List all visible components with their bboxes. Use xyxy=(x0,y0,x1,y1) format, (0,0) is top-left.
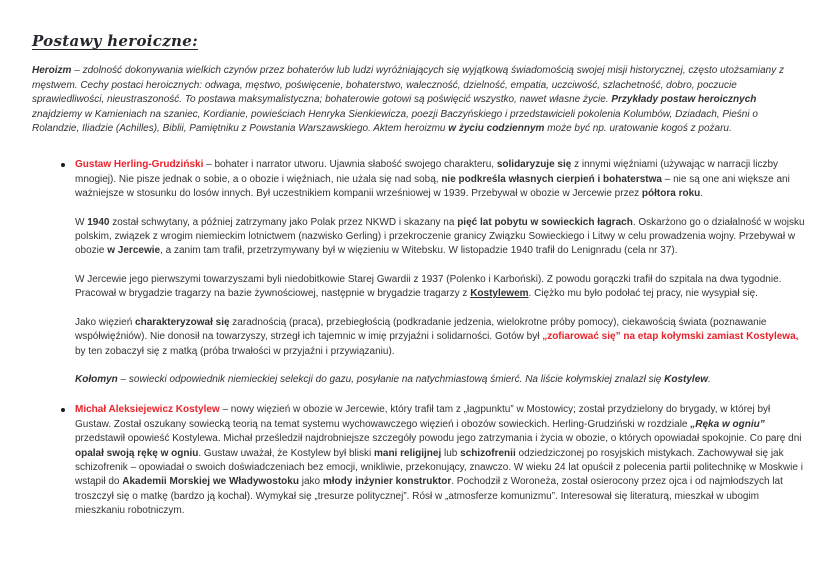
text-segment: młody inżynier konstruktor xyxy=(322,476,452,488)
text-segment: Gustaw Herling-Grudziński xyxy=(75,159,204,171)
text-segment: . Oskarżono go o działalność w wojsku polskim, związek z wrogim niemieckim lotnictwem (nazwisko Gerling) i przekroczenie granicy Związku Sowieckiego i Litwy w celu prowadzenia wojny. Przebywał w obozie xyxy=(75,216,805,257)
text-segment: został schwytany, a później zatrzymany jako Polak przez NKWD i skazany na xyxy=(109,216,458,228)
text-segment: Kostylewem xyxy=(470,288,529,300)
bullet-item-kostylew xyxy=(32,403,806,518)
text-segment: – sowiecki odpowiednik niemieckiej selekcji do gazu, posyłanie na natychmiastową śmierć. Na liście kołymskiej znalazł się xyxy=(117,373,665,385)
text-segment: – bohater i narrator utworu. Ujawnia słabość swojego charakteru, xyxy=(203,159,497,171)
text-segment: w Jercewie xyxy=(107,245,161,257)
text-segment: zaradnością (praca), przebiegłością (podkradanie jedzenia, wielokrotne próby pomocy), ciekawością świata (poznawanie współwięźniów). Nie donosił na towarzyszy, strzegł ich tajemnic w imię przyjaźni i solidarności. Gotów był xyxy=(75,316,767,343)
text-segment: W Jercewie jego pierwszymi towarzyszami byli niedobitkowie Starej Gwardii z 1937 (Polenko i Karboński). Z powodu gorączki trafił do szpitala na dwa tygodnie. Pracował w brygadzie tragarzy na bazie żywnościowej, następnie w brygadzie tragarzy z xyxy=(75,273,782,300)
intro-paragraph xyxy=(32,64,806,136)
paragraph-herling-wiezien xyxy=(75,316,806,359)
text-segment: mani religijnej xyxy=(374,447,442,459)
text-segment: lub xyxy=(441,447,461,459)
bullet-item-herling-grudzinski xyxy=(32,158,806,387)
text-segment: Przykłady postaw heroicznych xyxy=(611,94,757,106)
paragraph-kolomyn xyxy=(75,373,806,387)
text-segment: opalał swoją rękę w ogniu xyxy=(75,447,199,459)
text-segment: w życiu codziennym xyxy=(448,123,545,135)
bullet-icon xyxy=(61,408,65,412)
text-segment: . xyxy=(700,188,704,200)
text-segment: Heroizm xyxy=(32,65,72,77)
text-segment: może być np. uratowanie kogoś z pożaru. xyxy=(544,123,732,135)
page-title: Postawy heroiczne: xyxy=(32,32,198,50)
text-segment: Jako więzień xyxy=(75,316,136,328)
bullet-icon xyxy=(61,163,65,167)
text-segment: odziedziczonej po rosyjskich mistykach. Zachowywał się jak schizofrenik – opowiadał o swoich doświadczeniach bez emocji, wnikliwie, przekonujący, znawczo. W wieku 24 lat opuścił z polecenia partii politechnikę w Moskwie i wstąpił do xyxy=(75,447,803,488)
text-segment: znajdziemy w Kamieniach na szaniec, Kordianie, powieściach Henryka Sienkiewicza, poezji Baczyńskiego i przedstawicieli pokolenia Kolumbów, Dziadach, Pieśni o Rolandzie, Iliadzie (Achilles), Biblii, Pamiętniku z Powstania Warszawskiego. Aktem heroizmu xyxy=(32,108,758,135)
text-segment: „zofiarować się” na etap kołymski zamiast Kostylewa, xyxy=(542,331,799,343)
text-segment: – nowy więzień w obozie w Jercewie, który trafił tam z „łagpunktu” w Mostowicy; został przydzielony do brygady, w której był Gustaw. Został oszukany sowiecką teorią na temat systemu wychowawczego więzień i obozów sowieckich. Herling-Grudziński w rozdziale xyxy=(75,404,771,430)
text-segment: 1940 xyxy=(87,216,110,228)
text-segment: . Pochodził z Woroneża, został osierocony przez ojca i od najmłodszych lat troszczył się o matkę (bardzo ją kochał). Wymykał się „tresurze politycznej”. Rósł w „atmosferze komunizmu”. Interesował się literaturą, mieszkał w ubogim mieszkaniu robotniczym. xyxy=(75,476,783,517)
text-segment: pięć lat pobytu w sowieckich łagrach xyxy=(457,216,633,228)
text-segment: z innymi więźniami (używając w narracji liczby mnogiej). Nie pisze jednak o sobie, a o obozie i więźniach, nie użala się nad sobą, xyxy=(75,159,779,185)
text-segment: „Ręka w ogniu” xyxy=(690,418,765,430)
text-segment: . Gustaw uważał, że Kostylew był bliski xyxy=(198,447,374,459)
text-segment: Kostylew xyxy=(664,373,709,385)
text-segment: Akademii Morskiej we Władywostoku xyxy=(122,476,299,488)
text-segment: półtora roku xyxy=(641,188,701,200)
text-segment: nie podkreśla własnych cierpień i bohaterstwa xyxy=(441,173,662,185)
text-segment: schizofrenii xyxy=(460,447,516,459)
text-segment: charakteryzował się xyxy=(135,316,230,328)
paragraph-herling-lead xyxy=(75,158,806,201)
paragraph-kostylew xyxy=(75,403,806,518)
bullet-list xyxy=(32,158,806,518)
text-segment: . xyxy=(708,373,711,385)
text-segment: , a zanim tam trafił, przetrzymywany był w więzieniu w Witebsku. W listopadzie 1940 trafił do Lenignradu (cela nr 37). xyxy=(160,245,678,257)
text-segment: Kołomyn xyxy=(75,373,118,385)
paragraph-herling-1940 xyxy=(75,216,806,259)
text-segment: – nie są one ani większe ani ważniejsze w stosunku do losów innych. Był uczestnikiem kompanii wrześniowej w 1939. Przebywał w obozie w Jercewie przez xyxy=(75,173,790,200)
text-segment: Michał Aleksiejewicz Kostylew xyxy=(75,404,220,416)
text-segment: – zdolność dokonywania wielkich czynów przez bohaterów lub ludzi wyróżniających się wyjątkową świadomością swojej misji historycznej, często utożsamiany z męstwem. Cechy postaci heroicznych: odwaga, męstwo, poświęcenie, bohaterstwo, waleczność, dzielność, empatia, uczciwość, szlachetność, dobro, poczucie sprawiedliwości, nieustraszoność. To postawa maksymalistyczna; bohaterowie gotowi są poświęcić wszystko, nawet własne życie. xyxy=(32,65,784,106)
text-segment: . Ciężko mu było podołać tej pracy, nie wysypiał się. xyxy=(528,288,758,300)
text-segment: W xyxy=(75,216,88,228)
text-segment: solidaryzuje się xyxy=(496,159,572,171)
text-segment: przedstawił opowieść Kostylewa. Michał prześledził najdrobniejsze szczegóły powodu jego zatrzymania i życia w obozie, o których opowiadał spokojnie. Co parę dni xyxy=(75,433,802,445)
text-segment: jako xyxy=(298,476,323,488)
paragraph-herling-jercewo xyxy=(75,273,806,302)
text-segment: by ten zobaczył się z matką (próba trwałości w przyjaźni i przywiązaniu). xyxy=(75,345,395,357)
